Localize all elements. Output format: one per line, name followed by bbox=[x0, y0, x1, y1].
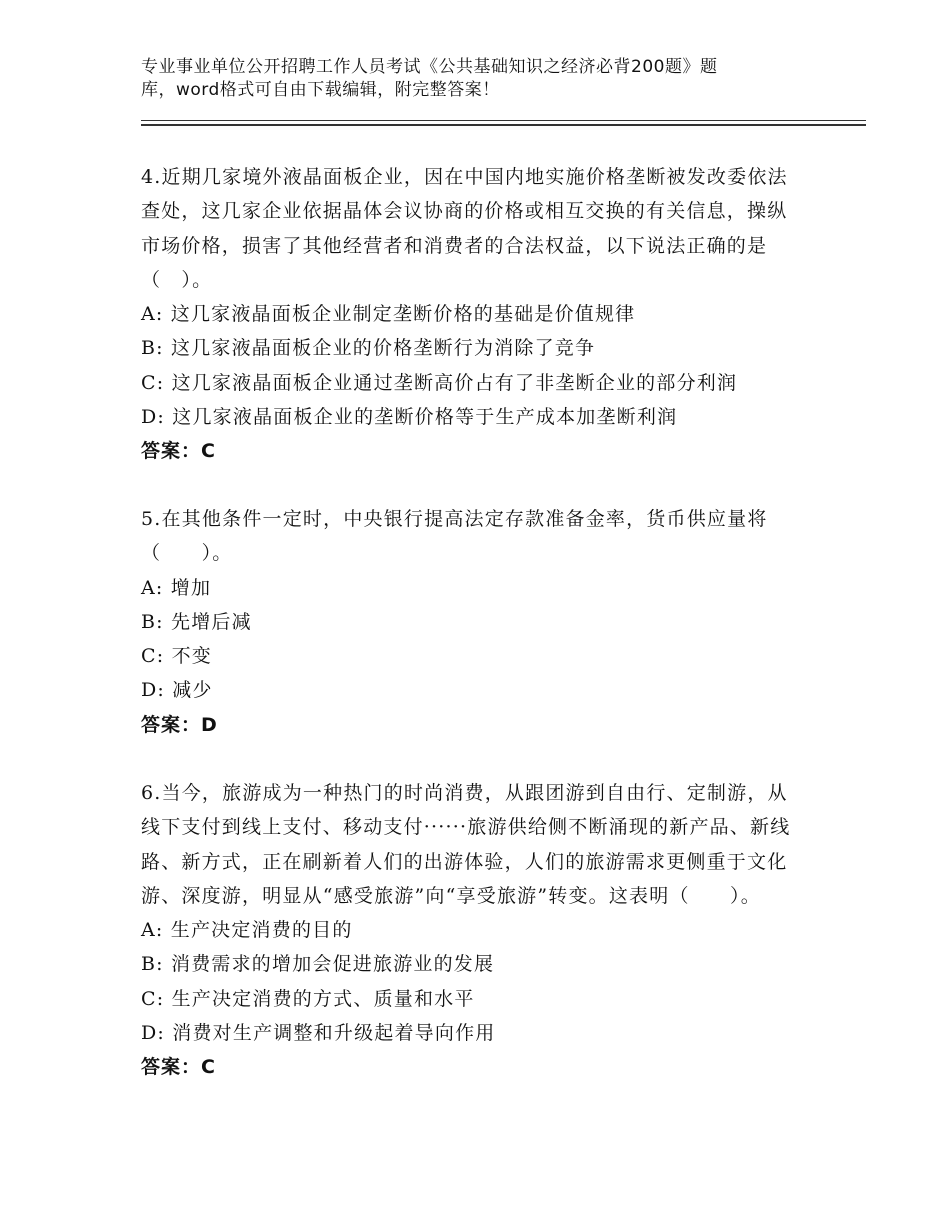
option-c: C: 不变 bbox=[141, 645, 212, 668]
question-6 bbox=[141, 776, 801, 1085]
option-a: A: 这几家液晶面板企业制定垄断价格的基础是价值规律 bbox=[141, 303, 636, 326]
option-d: D: 这几家液晶面板企业的垄断价格等于生产成本加垄断利润 bbox=[141, 406, 678, 429]
answer-label: 答案：C bbox=[141, 1056, 216, 1079]
option-c: C: 这几家液晶面板企业通过垄断高价占有了非垄断企业的部分利润 bbox=[141, 371, 738, 394]
option-b: B: 这几家液晶面板企业的价格垄断行为消除了竞争 bbox=[141, 337, 596, 360]
option-d: D: 消费对生产调整和升级起着导向作用 bbox=[141, 1022, 496, 1045]
answer-label: 答案：D bbox=[141, 713, 218, 736]
question-stem: 5.在其他条件一定时，中央银行提高法定存款准备金率，货币供应量将（ ）。 bbox=[141, 508, 768, 565]
question-5 bbox=[141, 502, 801, 742]
option-a: A: 生产决定消费的目的 bbox=[141, 919, 353, 942]
option-a: A: 增加 bbox=[141, 576, 212, 599]
option-d: D: 减少 bbox=[141, 679, 213, 702]
header-divider-thick bbox=[141, 124, 866, 126]
question-stem: 6.当今，旅游成为一种热门的时尚消费，从跟团游到自由行、定制游，从线下支付到线上支付、移动支付······旅游供给侧不断涌现的新产品、新线路、新方式，正在刷新着人们的出游体验，人们的旅游需求更侧重于文化游、深度游，明显从“感受旅游”向“享受旅游”转变。这表明（ ）。 bbox=[141, 782, 791, 907]
question-stem: 4.近期几家境外液晶面板企业，因在中国内地实施价格垄断被发改委依法查处，这几家企业依据晶体会议协商的价格或相互交换的有关信息，操纵市场价格，损害了其他经营者和消费者的合法权益，以下说法正确的是（ ）。 bbox=[141, 166, 788, 291]
header-divider-thin bbox=[141, 120, 866, 121]
option-b: B: 消费需求的增加会促进旅游业的发展 bbox=[141, 953, 495, 976]
option-b: B: 先增后减 bbox=[141, 610, 252, 633]
document-header bbox=[141, 56, 801, 102]
header-title-line-1: 专业事业单位公开招聘工作人员考试《公共基础知识之经济必背200题》题 bbox=[141, 57, 718, 77]
question-4 bbox=[141, 160, 801, 469]
option-c: C: 生产决定消费的方式、质量和水平 bbox=[141, 987, 475, 1010]
header-title-line-2: 库，word格式可自由下载编辑，附完整答案！ bbox=[141, 80, 500, 100]
answer-label: 答案：C bbox=[141, 440, 216, 463]
